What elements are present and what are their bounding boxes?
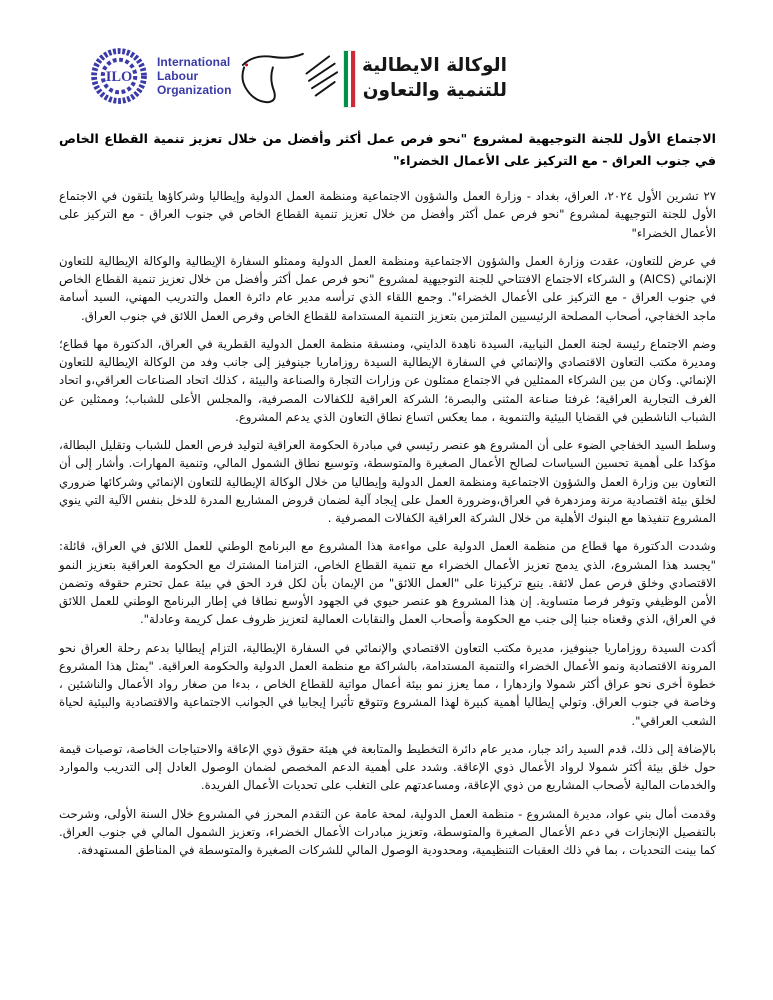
aics-logo-text	[362, 54, 507, 104]
svg-text:ILO: ILO	[105, 69, 133, 86]
flag-red-stripe	[351, 51, 355, 107]
ilo-text-line-2: Labour	[157, 68, 199, 83]
paragraph-maha-kattaa-quote: وشددت الدكتورة مها قطاع من منظمة العمل الدولية على مواءمة هذا المشروع مع البرنامج الوطني للعمل اللائق في العراق، قائلة: "يجسد هذا المشروع، الذي يدمج تعزيز الأعمال الخضراء مع تنمية القطاع الخاص، التزامنا المشترك مع الحكومة العراقية بتعزيز النمو الاقتصادي وخلق فرص عمل لائقة. ينبع تركيزنا على "العمل اللائق" من الإيمان بأن لكل فرد الحق في بيئة عمل تحترم حقوقه وتضمن الأمن الوظيفي وتوفر فرصا متساوية. إن هذا المشروع هو عنصر حيوي في الجهود الأوسع نطاقا في إطار البرنامج الوطني للعمل اللائق في العراق، الذي وقعناه جنبا إلى جنب مع الحكومة وأصحاب العمل والنقابات العمالية لتعزيز ظروف عمل كريمة وعادلة".	[59, 539, 716, 627]
document-title: الاجتماع الأول للجنة التوجيهية لمشروع "نحو فرص عمل أكثر وأفضل من خلال تعزيز تنمية القطاع الخاص في جنوب العراق - مع التركيز على الأعمال الخضراء"	[59, 131, 716, 169]
ilo-logo	[90, 47, 232, 105]
paragraph-raed-jabbar-remarks: بالإضافة إلى ذلك، قدم السيد رائد جبار، مدير عام دائرة التخطيط والمتابعة في هيئة حقوق ذوي الإعاقة والاحتياجات الخاصة، توصيات قيمة حول خلق بيئة أكثر شمولا لرواد الأعمال ذوي الإعاقة. وشدد على أهمية الدعم المخصص لضمان الوصول العادل إلى التدريب والموارد والخدمات المالية لأصحاب المشاريع من ذوي الإعاقة، ومساعدتهم على التغلب على تحديات الأعمال الفريدة.	[59, 741, 716, 793]
dove-icon	[238, 40, 342, 118]
paragraph-meeting-overview: في عرض للتعاون، عقدت وزارة العمل والشؤون الاجتماعية ومنظمة العمل الدولية وممثلو السفارة الإيطالية والوكالة الإيطالية للتعاون الإنمائي (AICS) و الشركاء الاجتماع الافتتاحي للجنة التوجيهية لمشروع "نحو فرص عمل أكثر وأفضل من خلال تعزيز تنمية القطاع الخاص في جنوب العراق - مع التركيز على الأعمال الخضراء". وجمع اللقاء الذي ترأسه مدير عام دائرة العمل والتدريب المهني، السيد أسامة ماجد الخفاجي، أصحاب المصلحة الرئيسيين الملتزمين بتعزيز التنمية المستدامة للقطاع الخاص وفرص العمل اللائق في جنوب العراق.	[59, 253, 716, 323]
paragraph-dateline: ٢٧ تشرين الأول ٢٠٢٤، العراق، بغداد - وزارة العمل والشؤون الاجتماعية ومنظمة العمل الدولية وإيطاليا وشركاؤها يلتقون في الاجتماع الأول للجنة التوجيهية لمشروع "نحو فرص عمل أكثر وأفضل من خلال تعزيز تنمية القطاع الخاص في جنوب العراق - مع التركيز على الأعمال الخضراء"	[59, 189, 716, 240]
ilo-text-line-3: Organization	[157, 83, 232, 98]
aics-text-line-1: الوكالة الايطالية	[362, 55, 507, 77]
aics-text-line-2: للتنمية والتعاون	[362, 80, 507, 101]
ilo-text-line-1: International	[157, 54, 231, 69]
paragraph-attendees: وضم الاجتماع رئيسة لجنة العمل النيابية، السيدة ناهدة الدايني، ومنسقة منظمة العمل الدولية القطرية في العراق، الدكتورة مها قطاع؛ ومديرة مكتب التعاون الاقتصادي والإنمائي في السفارة الإيطالية السيدة روزاماريا جينوفيز إلى جانب وفد من الوكالة الإيطالية للتعاون الإنمائي. وكان من بين الشركاء الممثلين في الاجتماع ممثلون عن وزارات التجارة والصناعة والبيئة ، كذلك اتحاد الصناعات العراقي،و اتحاد الغرف التجارية العراقية؛ غرفتا صناعة المثنى والبصرة؛ الشركة العراقية للكفالات المصرفية، والمجلس الأعلى للشباب؛ وممثلين عن الشباب الناشطين في القضايا البيئية والتنموية ، مما يعكس اتساع نطاق التعاون الذي يدعم المشروع.	[59, 336, 716, 424]
paragraph-genovese-quote: أكدت السيدة روزاماريا جينوفيز، مديرة مكتب التعاون الاقتصادي والإنمائي في السفارة الإيطالية، التزام إيطاليا بدعم رحلة العراق نحو المرونة الاقتصادية ونمو الأعمال الخضراء والتنمية المستدامة، بالشراكة مع منظمة العمل الدولية والحكومة العراقية. "يمثل هذا المشروع خطوة أخرى نحو عراق أكثر شمولا وازدهارا ، مما يعزز نمو بيئة أعمال مواتية للقطاع الخاص ، بدءا من صغار رواد الأعمال والناشئين ، وخاصة في جنوب العراق. وتولي إيطاليا أهمية كبيرة لهذا المشروع وتتوقع تأثيرا إيجابيا في الجوانب الاجتماعية والاقتصادية والبيئية لحياة الشعب العراقي".	[59, 640, 716, 728]
ilo-logo-text	[157, 55, 232, 97]
aics-logo	[238, 40, 507, 118]
italian-flag-icon	[344, 51, 355, 107]
paragraph-khafaji-remarks: وسلط السيد الخفاجي الضوء على أن المشروع هو عنصر رئيسي في مبادرة الحكومة العراقية لتوليد فرص العمل للشباب وتقليل البطالة، مؤكدا على أهمية تحسين السياسات لصالح الأعمال الصغيرة والمتوسطة، وتوسيع نطاق الشمول المالي، وتنمية المهارات. وأشار إلى أن التعاون بين وزارة العمل والشؤون الاجتماعية ومنظمة العمل الدولية وإيطاليا من خلال الوكالة الإيطالية للتعاون الإنمائي وشركائها ضروري لخلق بيئة اقتصادية مرنة ومزدهرة في العراق،وضرورة العمل على إيجاد آلية لضمان قروض المشاريع المدرة للدخل بنفس الآلية التي ينوي المشروع تنفيذها مع البنوك الأهلية من خلال الشركة العراقية الكفالات المصرفية .	[59, 438, 716, 525]
document-body	[59, 187, 716, 869]
ilo-emblem-icon	[90, 47, 148, 105]
paragraph-project-progress: وقدمت أمال بني عواد، مديرة المشروع - منظمة العمل الدولية، لمحة عامة عن التقدم المحرز في المشروع خلال السنة الأولى، وشرحت بالتفصيل الإنجازات في دعم الأعمال الصغيرة والمتوسطة، وتعزيز مبادرات الأعمال الخضراء، وتعزيز الشمول المالي في جنوب العراق. كما بينت التحديات ، بما في ذلك العقبات التنظيمية، ومحدودية الوصول المالي للشركات الصغيرة والمتوسطة في المناطق المستهدفة.	[59, 806, 716, 857]
